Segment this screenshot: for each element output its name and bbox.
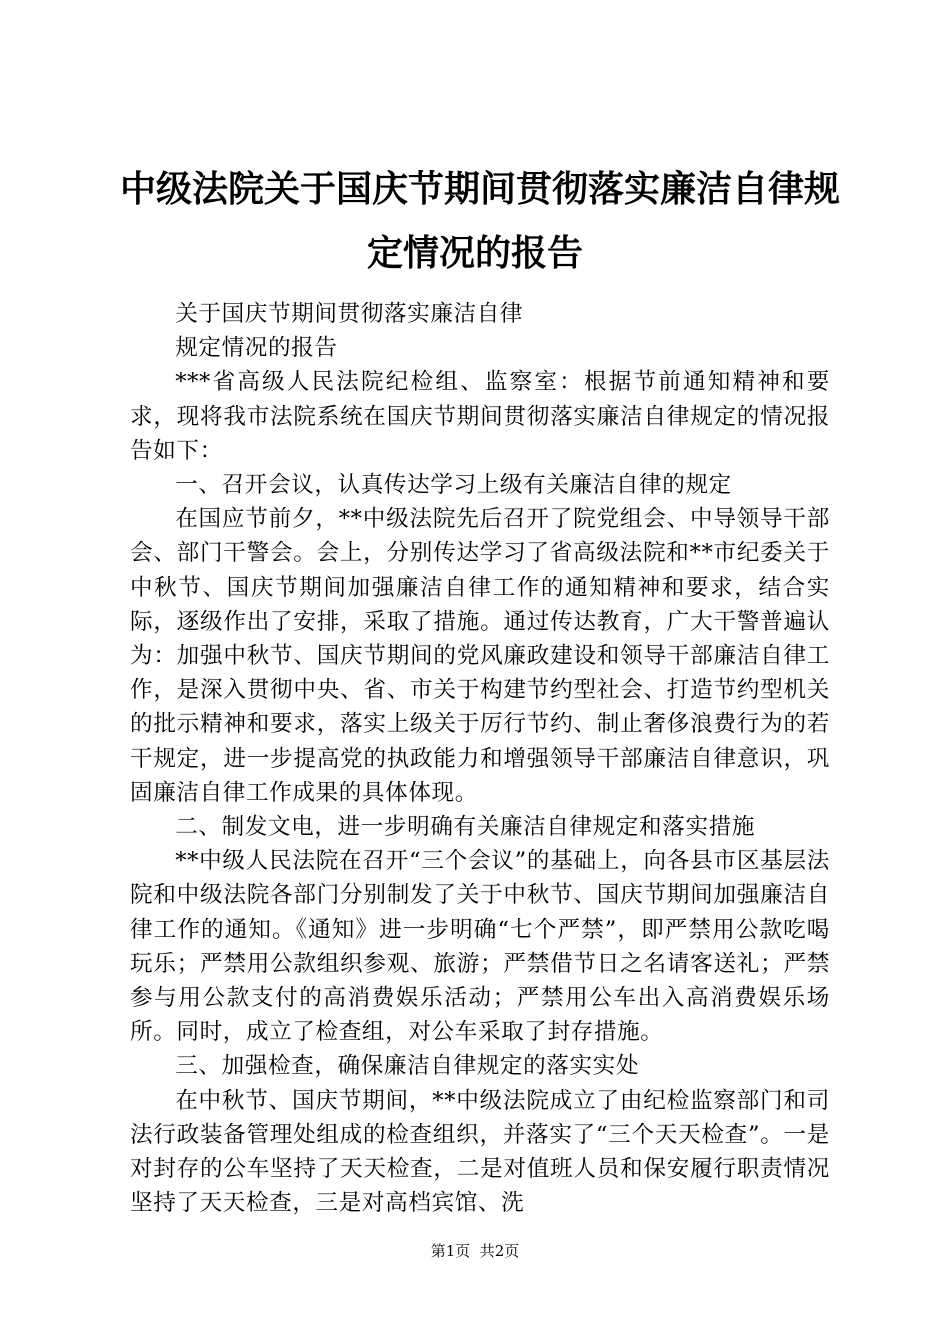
section-heading: 一、召开会议，认真传达学习上级有关廉洁自律的规定: [175, 472, 732, 499]
section-heading: 三、加强检查，确保廉洁自律规定的落实实处: [175, 1053, 640, 1080]
document-title: [120, 158, 841, 286]
body-paragraph: ***省高级人民法院纪检组、监察室：根据节前通知精神和要求，现将我市法院系统在国庆节期间贯彻落实廉洁自律规定的情况报告如下：: [130, 369, 830, 464]
body-paragraph: 在国应节前夕，**中级法院先后召开了院党组会、中导领导干部会、部门干警会。会上，分别传达学习了省高级法院和**市纪委关于中秋节、国庆节期间加强廉洁自律工作的通知精神和要求，结合实际，逐级作出了安排，采取了措施。通过传达教育，广大干警普遍认为：加强中秋节、国庆节期间的党风廉政建设和领导干部廉洁自律工作，是深入贯彻中央、省、市关于构建节约型社会、打造节约型机关的批示精神和要求，落实上级关于厉行节约、制止奢侈浪费行为的若干规定，进一步提高党的执政能力和增强领导干部廉洁自律意识，巩固廉洁自律工作成果的具体体现。: [130, 506, 830, 806]
title-line-1: 中级法院关于国庆节期间贯彻落实廉洁自律规: [120, 169, 841, 210]
section-heading: 二、制发文电，进一步明确有关廉洁自律规定和落实措施: [175, 814, 756, 841]
body-paragraph: 关于国庆节期间贯彻落实廉洁自律: [175, 301, 524, 327]
body-paragraph: 规定情况的报告: [175, 335, 338, 362]
page-footer: [0, 1241, 950, 1261]
document-body: [130, 297, 830, 1220]
title-line-2: 定情况的报告: [366, 233, 583, 274]
body-paragraph: 在中秋节、国庆节期间，**中级法院成立了由纪检监察部门和司法行政装备管理处组成的检查组织，并落实了“三个天天检查”。一是对封存的公车坚持了天天检查，二是对值班人员和保安履行职责情况坚持了天天检查，三是对高档宾馆、洗: [130, 1087, 830, 1217]
body-paragraph: **中级人民法院在召开“三个会议”的基础上，向各县市区基层法院和中级法院各部门分别制发了关于中秋节、国庆节期间加强廉洁自律工作的通知。《通知》进一步明确“七个严禁”，即严禁用公款吃喝玩乐；严禁用公款组织参观、旅游；严禁借节日之名请客送礼；严禁参与用公款支付的高消费娱乐活动；严禁用公车出入高消费娱乐场所。同时，成立了检查组，对公车采取了封存措施。: [130, 848, 830, 1046]
page-number: 第1页 共2页: [430, 1242, 520, 1260]
